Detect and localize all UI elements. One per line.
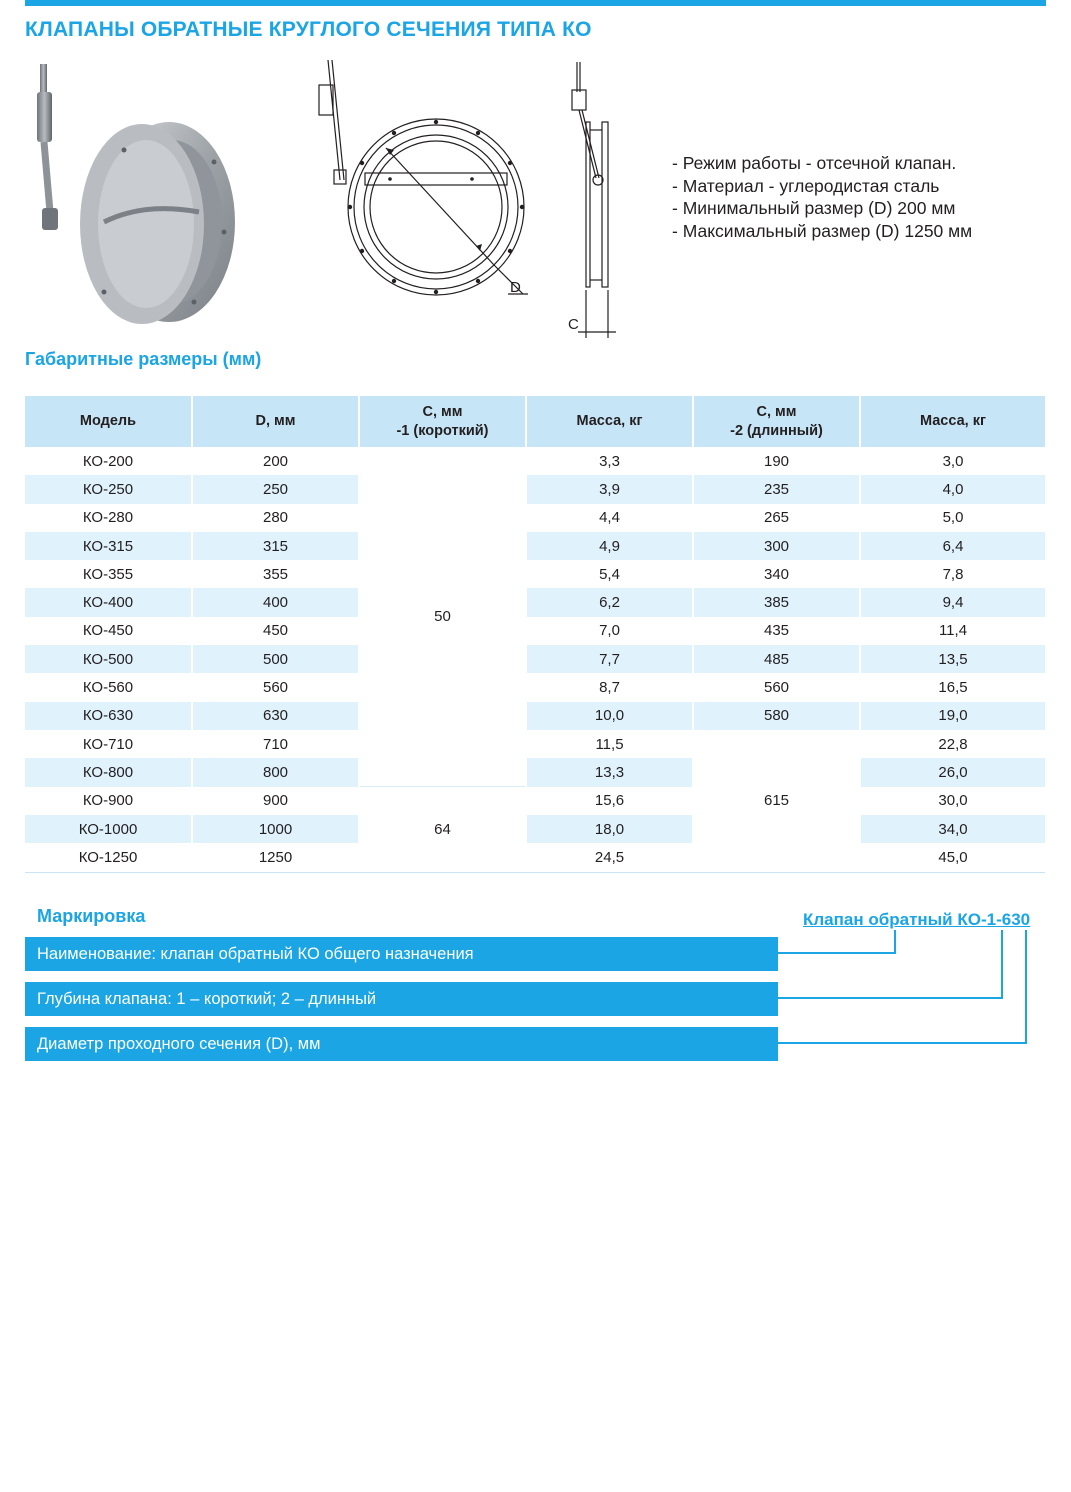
cell-d: 630 [192,702,359,730]
header-c-short: C, мм -1 (короткий) [359,396,526,447]
cell-mass-long: 30,0 [860,787,1045,815]
cell-c-long: 385 [693,588,860,616]
header-d: D, мм [192,396,359,447]
cell-c-long: 190 [693,447,860,475]
cell-mass-long: 26,0 [860,758,1045,786]
cell-mass-long: 34,0 [860,815,1045,843]
cell-mass-short: 8,7 [526,673,693,701]
header-mass-short: Масса, кг [526,396,693,447]
cell-mass-short: 3,3 [526,447,693,475]
cell-c-long: 580 [693,702,860,730]
cell-mass-short: 6,2 [526,588,693,616]
header-mass-long: Масса, кг [860,396,1045,447]
dimensions-heading: Габаритные размеры (мм) [25,349,262,369]
cell-d: 560 [192,673,359,701]
cell-model: КО-400 [25,588,192,616]
cell-d: 900 [192,787,359,815]
table-row [25,787,1045,815]
cell-d: 800 [192,758,359,786]
cell-model: КО-355 [25,560,192,588]
cell-d: 450 [192,617,359,645]
cell-c-long: 235 [693,475,860,503]
cell-d: 355 [192,560,359,588]
table-row [25,730,1045,758]
cell-mass-long: 11,4 [860,617,1045,645]
cell-mass-short: 18,0 [526,815,693,843]
feature-item: - Минимальный размер (D) 200 мм [672,198,956,219]
table-row [25,447,1045,475]
marking-bar-name: Наименование: клапан обратный КО общего назначения [25,937,778,971]
cell-model: КО-315 [25,532,192,560]
table-row [25,532,1045,560]
cell-c-long: 265 [693,504,860,532]
cell-mass-long: 45,0 [860,843,1045,871]
cell-d: 250 [192,475,359,503]
marking-bar-diameter: Диаметр проходного сечения (D), мм [25,1027,778,1061]
cell-model: КО-630 [25,702,192,730]
table-row [25,475,1045,503]
cell-mass-long: 9,4 [860,588,1045,616]
cell-mass-short: 7,0 [526,617,693,645]
cell-mass-long: 16,5 [860,673,1045,701]
cell-d: 1000 [192,815,359,843]
cell-c-short: 64 [359,787,526,872]
cell-mass-long: 13,5 [860,645,1045,673]
marking-code-example: Клапан обратный КО-1-630 [803,910,1031,929]
cell-model: КО-200 [25,447,192,475]
table-row [25,673,1045,701]
table-row [25,560,1045,588]
table-row [25,588,1045,616]
cell-model: КО-900 [25,787,192,815]
feature-item: - Максимальный размер (D) 1250 мм [672,220,973,241]
cell-c-long: 340 [693,560,860,588]
table-row [25,617,1045,645]
cell-model: КО-710 [25,730,192,758]
cell-d: 315 [192,532,359,560]
feature-item: - Материал - углеродистая сталь [672,175,940,196]
cell-mass-long: 5,0 [860,504,1045,532]
cell-model: КО-1250 [25,843,192,871]
cell-mass-short: 10,0 [526,702,693,730]
cell-mass-short: 3,9 [526,475,693,503]
table-header-row [25,396,1045,447]
page-title: КЛАПАНЫ ОБРАТНЫЕ КРУГЛОГО СЕЧЕНИЯ ТИПА КО [25,18,592,41]
marking-heading: Маркировка [37,906,146,926]
label-d: D [510,279,521,296]
table-bottom-rule [25,872,1045,873]
cell-c-long: 300 [693,532,860,560]
table-row [25,504,1045,532]
header-c-long: C, мм -2 (длинный) [693,396,860,447]
cell-model: КО-280 [25,504,192,532]
cell-c-long: 615 [693,730,860,871]
cell-mass-long: 4,0 [860,475,1045,503]
label-c: C [568,316,579,333]
cell-mass-short: 5,4 [526,560,693,588]
cell-mass-short: 7,7 [526,645,693,673]
cell-mass-short: 4,4 [526,504,693,532]
cell-mass-short: 24,5 [526,843,693,871]
cell-d: 1250 [192,843,359,871]
table-row [25,843,1045,871]
cell-d: 710 [192,730,359,758]
cell-model: КО-800 [25,758,192,786]
cell-mass-long: 6,4 [860,532,1045,560]
table-row [25,815,1045,843]
header-model: Модель [25,396,192,447]
dimensions-table [25,396,1045,871]
cell-mass-short: 13,3 [526,758,693,786]
cell-d: 500 [192,645,359,673]
table-row [25,758,1045,786]
valve-side-drawing [560,60,630,340]
cell-d: 280 [192,504,359,532]
top-accent-bar [25,0,1046,6]
cell-mass-long: 7,8 [860,560,1045,588]
valve-front-drawing [318,60,548,300]
cell-model: КО-500 [25,645,192,673]
table-row [25,702,1045,730]
cell-mass-long: 3,0 [860,447,1045,475]
feature-item: - Режим работы - отсечной клапан. [672,153,957,173]
cell-model: КО-560 [25,673,192,701]
table-body [25,447,1045,871]
table-row [25,645,1045,673]
valve-3d-illustration [24,62,244,332]
cell-c-long: 485 [693,645,860,673]
cell-c-long: 435 [693,617,860,645]
feature-list [672,152,972,242]
cell-mass-long: 19,0 [860,702,1045,730]
cell-d: 400 [192,588,359,616]
cell-mass-short: 11,5 [526,730,693,758]
cell-model: КО-250 [25,475,192,503]
cell-mass-long: 22,8 [860,730,1045,758]
cell-c-short: 50 [359,447,526,787]
cell-mass-short: 4,9 [526,532,693,560]
marking-bar-depth: Глубина клапана: 1 – короткий; 2 – длинный [25,982,778,1016]
cell-model: КО-450 [25,617,192,645]
cell-d: 200 [192,447,359,475]
cell-mass-short: 15,6 [526,787,693,815]
cell-model: КО-1000 [25,815,192,843]
cell-c-long: 560 [693,673,860,701]
